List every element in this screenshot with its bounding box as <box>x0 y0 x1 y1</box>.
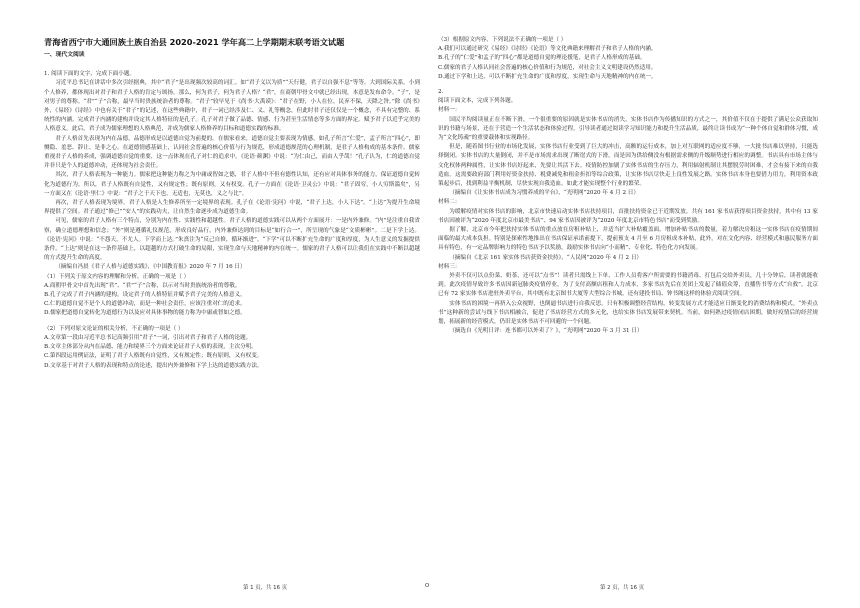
page-number-right: 第 2 页，共 16 页 <box>600 585 645 591</box>
right-column <box>438 36 818 337</box>
material-paragraph: 外卖不仅可以点份菜、奶茶，还可以“点书”！读者只需线上下单，工作人员将客户所需要的书籍消毒、打包后交给外卖员，几十分钟后，读者就能收到。此次疫情导致许多书店因新冠肺炎疫情停业，为了支付高额店租和人力成本，多家书店先后在美团上发起了储值众筹，直播售书等方式“自救”。北京已有 72 家实体书店进驻外卖平台，其中既有北京图书大厦等大型综合书城，还有建投书局、钟书阁这样的体验式阅读空间。 <box>438 273 818 298</box>
passage-paragraph: 习近平总书记在讲话中多次引经据典，其中“君子”是出现频次较高的词汇。如“君子义以为质”“天行健，君子以自强不息”等等。大到国际关系，小到个人修养，都体现出对君子和君子人格的肯定与颂扬。那么，何为君子，何为君子人格？“君”，在商朝甲骨文中就已经出现，本意是发布命令。“子”，是对男子的尊称。“君”“子”合称，最早当时贵族统治者的尊称。“君子”较早见于《尚书·大禹谟》：“君子在野，小人在位。民弃不保，天降之咎。”除《尚书》外，《易经》《诗经》中也有关于“君子”的记述，在这些典籍中，君子一词已经涉及仁、义、礼等概念，但此时君子还仅仅是一个概念，不具有完整的、系统性的内涵。完成君子内涵的建构并设定其人格特征的是孔子。孔子对君子做了品德、情感、行为甚至生活情态等多方面的界定。赋予君子以近乎完美的人格意义。此后，君子成为儒家理想的人格典范，并成为儒家人格修养的目标和道德实践的标准。 <box>44 80 420 133</box>
answer-option: B.孔子完成了君子内涵的建构，设定君子的人格特征并赋予君子完美的人格意义。 <box>44 292 246 299</box>
answer-option: B.文章主体部分从内在品德、能力和境界三个方面来论证君子人格的表现，主次分明。 <box>44 344 257 351</box>
passage-source: （摘编自冯晨《君子人格与道德实践》，《中国教育报》2020 年 7 月 16 日） <box>55 264 246 271</box>
answer-option: A.商朝甲骨文中首先出现“君”、“君”“子”合称，以示对当时贵族统治者的尊敬。 <box>44 282 241 289</box>
answer-option: C.仁的道德自觉不是个人的道德冲动，而是一种社会责任，应该注重对仁的追求。 <box>44 301 246 308</box>
passage-paragraph: 君子人格首先表现为内在品德，品德形成是以道德自觉为前提的。在儒家看来，道德自觉主要表现为情感，如孔子所言“仁爱”，孟子所言“四心”，即恻隐、羞恶、辞让、是非之心。在道德情感基础上，认同社会普遍的核心价值与行为规范，形成道德规范的心理机制，是君子人格构成的基本条件。儒家重视君子人格的养成，强调道德自觉的重要，这一点体现在孔子对仁的追求中。《论语·颜渊》中说：“为仁由己，而由人乎哉！”孔子认为，仁的道德自觉并非只是个人的道德冲动，还体现为社会责任。 <box>44 135 420 170</box>
answer-option: A.文章第一段由习近平总书记高频引用“君子”一词，引出对君子和君子人格的论题。 <box>44 334 252 341</box>
left-column <box>44 36 420 371</box>
question-stem: （1）下列关于原文内容的理解和分析，正确的一项是（ ） <box>44 273 190 280</box>
material-label: 材料一： <box>438 107 461 114</box>
material-source: （摘选自《光明日评：连书都可以外卖了？》，“光明网”2020 年 3 月 31 日） <box>449 328 643 335</box>
material-paragraph: 为缓解疫情对实体书店的影响，北京市快速启动实体书店扶持项目，首批扶持资金已于近期发放。共有 161 家书店获得项目资金扶持，其中有 13 家书店因被评为“2020 年度北京市最美书店”、94 家书店因被评为“2020 年度北京市特色书店”而受到奖励。 <box>438 208 818 224</box>
question-2-intro: 阅读下面文本，完成下列各题。 <box>438 98 517 105</box>
binding-mark: O <box>425 583 430 589</box>
question-stem: （3）根据原文内容，下列说法不正确的一项是（ ） <box>438 37 567 43</box>
material-label: 材料二： <box>438 199 461 206</box>
material-paragraph: 但是，随着图书行业的市场化发展，实体书店行业受到了巨大的冲击，高额的运行成本，加上对互联网的适应度不够，一大批书店难以坚持，只能选择倒闭。实体书店的大量倒闭，并不是市场需求出现了断崖式的下滑，而是因为供给侧没有根据需求侧的升级顺势进行相应的调整。书店具有市场主体与文化权体两种属性，让实体书店好起来，先要让其活下去。疫情防控加剧了实体书店的生存压力，利用辐射机制让其摆脱劳时困难，才会有接下来的自我造血。这需要政府部门利用好资金扶持、税费减免和租金折扣等综合政策，让实体书店尽快走上良性发展之路。实体书店本身也要借力用力，利用资本政策起步后，找到利益平衡机制，尽快实现自我造血。如此才能实现整个行业的繁荣。 <box>438 144 818 188</box>
material-label: 材料三： <box>438 263 461 270</box>
page-footer <box>0 583 860 593</box>
passage-paragraph: 再次，君子人格表现为境界。君子人格是人生修养所至一定境界的表现。孔子在《论语·宪问》中说，“君子上达，小人下达”。“上达”为提升生命境界提供了空间。君子通过“修己”“安人”的实践功夫，让自然生命逐步成为道德生命。 <box>44 200 420 216</box>
material-source: （摘编自《让实体书店成为习惯养成的平台》，“光明网”2020 年 4 月 2 日） <box>449 190 639 197</box>
material-source: （摘编自《北京 161 家实体书店获资金扶持》，“人民网”2020 年 4 月 2 日） <box>449 254 643 261</box>
question-number: 2. <box>438 89 444 96</box>
answer-option: D.文章基于对君子人格的表现和特点的论述，提出内外兼修和下学上达的道德实践方法。 <box>44 362 263 369</box>
section-heading: 一、现代文阅读 <box>44 52 85 58</box>
answer-option: C.儒家的君子人格认同社会普遍的核心价值和行为规范，对社会主义文明建设仍然适用。 <box>438 64 657 71</box>
material-paragraph: 国民平均阅读量正在不断下滑，一个很重要的原因就是实体书店的消失，实体书店作为传播知识的方式之一，其价值不仅在于提供了满足公众获取知识的书籍与场景，还在于营造一个生活状态和体验过程，引导读者通过阅读学习知识能力和提升生活品质，最终让读书成为“一种个体自觉和群体习惯，成为“文化铸魂”的重要载体和实现路径。 <box>438 116 818 142</box>
answer-option: D.通过下学和上达，可以不断扩充生命的广度和厚度，实现生命与天地精神的内在统一。 <box>438 73 657 80</box>
passage-paragraph: 其次，君子人格表现为一种能力。儒家把这种能力称之为中庸或智如之德，君子人格中不但有德性认知，还有应对具体事务的能力，保证道德自觉转化为道德行为。所以，君子人格既有自觉性，又有规定性；既有原则，又有权变。孔子一方面在《论语·卫灵公》中说：“君子固穷，小人穷斯滥矣”，另一方面又在《论语·里仁》中说：“君子之于天下也，无适也，无莫也，义之与比”。 <box>44 172 420 197</box>
material-paragraph: 据了解，北京市今年把扶持实体书店的重点放在房租补贴上，并适当扩大补贴覆盖面，增加补贴书店的数量，着力解决房租这一实体书店在疫情期间面临的最大成本负担。特别是探索性地推出在书店保证承诺前提下，提前预支 4 月至 6 月房租成本补贴，此外，对在文化内容、经营模式和惠民服务方面具有特色，有一定品牌影响力的特色书店予以奖励，鼓励实体书店向“小而精”、专业化、特色化方向发展。 <box>438 227 818 252</box>
material-paragraph: 实体书店的困境一再挤入公众视野，也倒逼书店进行自我反思。只有积极调整经营结构，转变发展方式才能适应日渐变化的消费结构和模式。“外卖点书”这种新的尝试与线下书店相融合，促进了书店经营方式的多元化，也给实体书店发展带来契机。当前，如何熟过疫情闭店困期，做好疫情后的经营规划，拓展新的经营模式，仍旧是实体书店不可回避的一个问题。 <box>438 300 818 326</box>
question-stem: （2）下列对原文论证的相关分析，不正确的一项是（ ） <box>44 325 184 332</box>
page-number-left: 第 1 页，共 16 页 <box>243 585 288 591</box>
passage-paragraph: 可见，儒家的君子人格有三个特点，分别为内在性、实践性和超越性。君子人格的道德实践可以从两个方面展开：一是内外兼修。“内”是注重自我省察，确立道德理想和信念；“外”则是遵循礼仪规范，形成良好品行。内外兼修达到的目标是“如行合一”，所呈现的气象是“文质彬彬”。二是下学上达。《论语·宪问》中说：“不怨天，不尤人。下学而上达。”朱熹注为“反己自修，循环渐进”。“下学”可以不断扩充生命的广度和厚度，为人生意义的发掘提供条件。“上达”则是在这一条件基础上，以超越的方式打破生命的局限，实现生命与天地精神的内在统一。儒家的君子人格可以让我们在实践中不断以超越的方式提升生命的高度。 <box>44 218 420 262</box>
answer-option: B.孔子的“仁爱”和孟子的“四心”都是道德自觉的理论援笔，是君子人格形成的基础。 <box>438 55 646 62</box>
answer-option: A.我们可以通过研究《易经》《诗经》《论语》等文化典籍来理解君子和君子人格的内涵。 <box>438 46 657 53</box>
question-1-intro: 1. 阅读下面的文字，完成下面小题。 <box>44 71 136 78</box>
answer-option: C.第四段运用例证法，证明了君子人格既有自觉性，又有规定性；既有原则，又有权变。 <box>44 353 263 360</box>
exam-title: 青海省西宁市大通回族土族自治县 2020-2021 学年高二上学期期末联考语文试题 <box>44 37 345 47</box>
answer-option: D.儒家把道德自觉转化为道德行为以及应对具体事物的能力称为中庸或智如之德。 <box>44 310 246 317</box>
